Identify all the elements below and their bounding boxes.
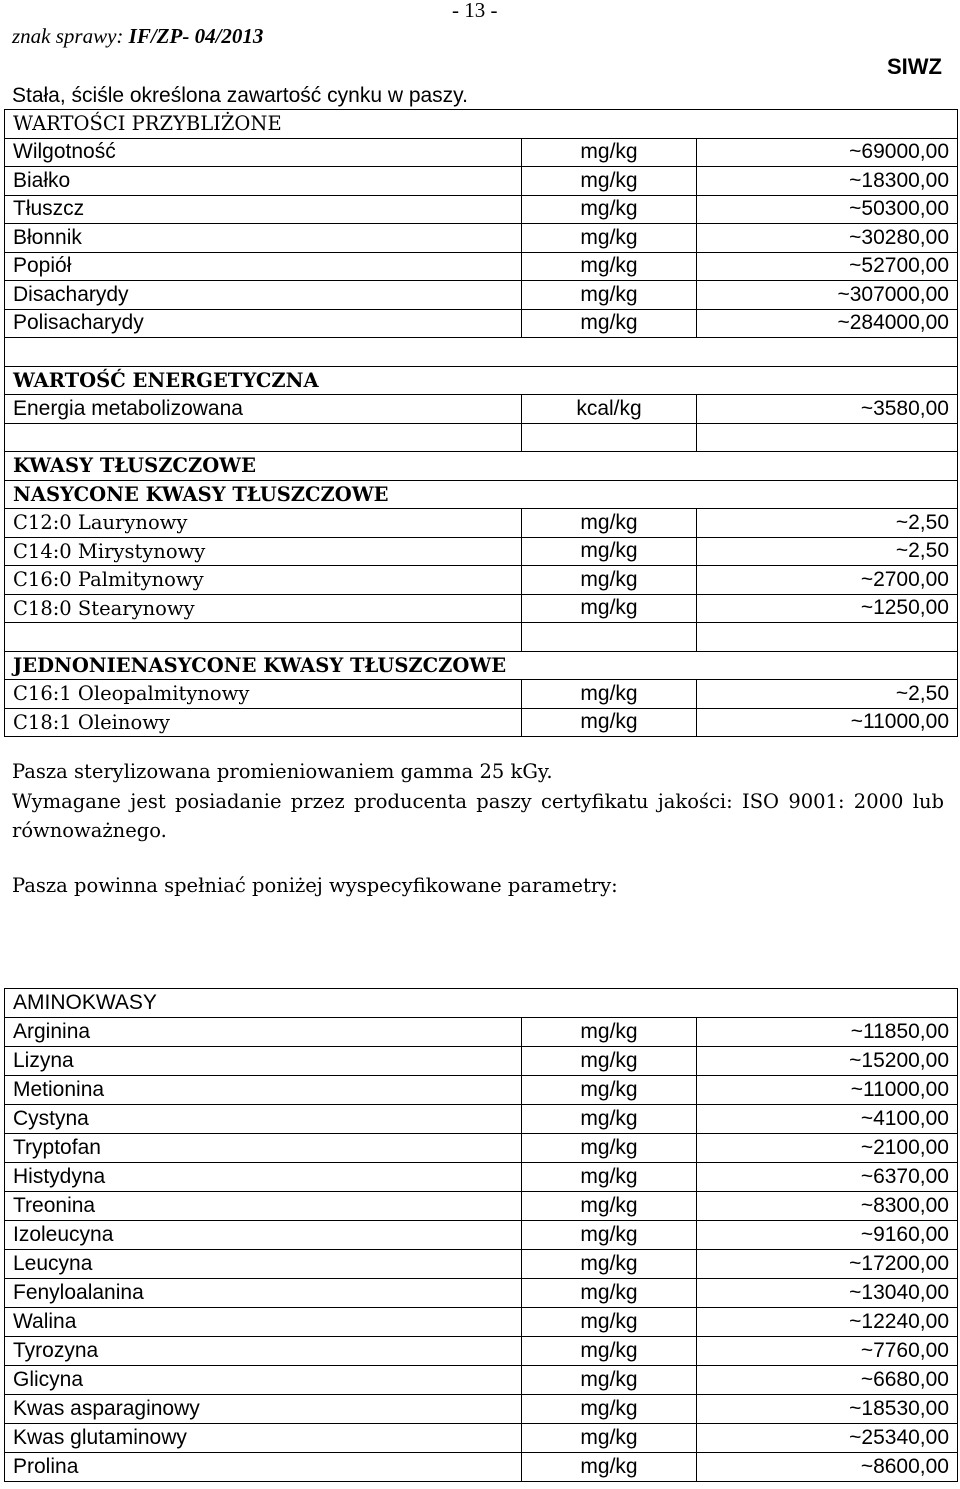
row-unit: mg/kg [522, 594, 697, 623]
empty-cell [522, 623, 697, 652]
spacer-row [5, 338, 958, 367]
row-name: C14:0 Mirystynowy [5, 537, 522, 566]
row-unit: mg/kg [522, 537, 697, 566]
table-row [5, 566, 958, 595]
row-unit: mg/kg [522, 309, 697, 338]
row-name: C18:0 Stearynowy [5, 594, 522, 623]
table-section-header [5, 110, 958, 139]
table-row [5, 395, 958, 424]
row-unit: mg/kg [522, 1221, 697, 1250]
row-name: Disacharydy [5, 281, 522, 310]
table-row [5, 224, 958, 253]
row-unit: mg/kg [522, 1047, 697, 1076]
row-unit: mg/kg [522, 252, 697, 281]
document-type: SIWZ [887, 54, 942, 79]
row-name: Cystyna [5, 1105, 522, 1134]
row-name: Walina [5, 1308, 522, 1337]
row-name: Metionina [5, 1076, 522, 1105]
row-value: ~11000,00 [697, 708, 958, 737]
row-name: Prolina [5, 1453, 522, 1482]
page-number: - 13 - [452, 0, 498, 22]
row-value: ~12240,00 [697, 1308, 958, 1337]
row-value: ~8600,00 [697, 1453, 958, 1482]
row-unit: mg/kg [522, 1192, 697, 1221]
table-row [5, 1105, 958, 1134]
table-row [5, 1134, 958, 1163]
row-unit: mg/kg [522, 281, 697, 310]
table-row [5, 1047, 958, 1076]
row-name: Białko [5, 167, 522, 196]
row-unit: mg/kg [522, 167, 697, 196]
zinc-content-note: Stała, ściśle określona zawartość cynku w paszy. [12, 84, 468, 107]
row-unit: mg/kg [522, 708, 697, 737]
nutrition-table [4, 109, 958, 737]
table-row [5, 138, 958, 167]
row-value: ~18300,00 [697, 167, 958, 196]
row-unit: mg/kg [522, 224, 697, 253]
table-section-header [5, 366, 958, 395]
row-unit: mg/kg [522, 1308, 697, 1337]
table-section-header [5, 452, 958, 481]
row-value: ~15200,00 [697, 1047, 958, 1076]
row-name: Glicyna [5, 1366, 522, 1395]
saturated-heading: NASYCONE KWASY TŁUSZCZOWE [5, 480, 958, 509]
row-unit: mg/kg [522, 1105, 697, 1134]
amino-acids-heading: AMINOKWASY [5, 989, 958, 1018]
row-value: ~2,50 [697, 680, 958, 709]
row-name: Tryptofan [5, 1134, 522, 1163]
row-value: ~50300,00 [697, 195, 958, 224]
row-unit: mg/kg [522, 195, 697, 224]
row-unit: mg/kg [522, 138, 697, 167]
table-row [5, 1395, 958, 1424]
row-name: Fenyloalanina [5, 1279, 522, 1308]
row-unit: mg/kg [522, 1134, 697, 1163]
spacer-row [5, 423, 958, 452]
table-row [5, 594, 958, 623]
certificate-note: Wymagane jest posiadanie przez producenta paszy certyfikatu jakości: ISO 9001: 2000 lub równoważnego. [12, 790, 944, 842]
spacer-row [5, 623, 958, 652]
row-name: C16:1 Oleopalmitynowy [5, 680, 522, 709]
table-row [5, 1279, 958, 1308]
row-unit: kcal/kg [522, 395, 697, 424]
table-row [5, 1424, 958, 1453]
row-name: Lizyna [5, 1047, 522, 1076]
row-name: Błonnik [5, 224, 522, 253]
table-row [5, 1221, 958, 1250]
row-name: Tłuszcz [5, 195, 522, 224]
row-value: ~4100,00 [697, 1105, 958, 1134]
row-name: Kwas asparaginowy [5, 1395, 522, 1424]
row-name: Arginina [5, 1018, 522, 1047]
row-value: ~9160,00 [697, 1221, 958, 1250]
row-name: Kwas glutaminowy [5, 1424, 522, 1453]
row-value: ~69000,00 [697, 138, 958, 167]
table-row [5, 708, 958, 737]
table-row [5, 537, 958, 566]
approx-heading: WARTOŚCI PRZYBLIŻONE [5, 110, 958, 139]
table-row [5, 252, 958, 281]
row-name: C16:0 Palmitynowy [5, 566, 522, 595]
row-name: Treonina [5, 1192, 522, 1221]
row-unit: mg/kg [522, 1076, 697, 1105]
row-value: ~17200,00 [697, 1250, 958, 1279]
table-row [5, 1308, 958, 1337]
parameters-note: Pasza powinna spełniać poniżej wyspecyfikowane parametry: [12, 874, 618, 897]
row-name: Histydyna [5, 1163, 522, 1192]
row-unit: mg/kg [522, 566, 697, 595]
table-section-header [5, 480, 958, 509]
empty-cell [5, 423, 522, 452]
row-name: Energia metabolizowana [5, 395, 522, 424]
row-unit: mg/kg [522, 509, 697, 538]
case-number: IF/ZP- 04/2013 [128, 24, 264, 48]
row-value: ~6680,00 [697, 1366, 958, 1395]
row-name: C12:0 Laurynowy [5, 509, 522, 538]
row-value: ~284000,00 [697, 309, 958, 338]
row-value: ~25340,00 [697, 1424, 958, 1453]
row-value: ~13040,00 [697, 1279, 958, 1308]
row-value: ~2700,00 [697, 566, 958, 595]
row-name: Polisacharydy [5, 309, 522, 338]
row-value: ~11000,00 [697, 1076, 958, 1105]
row-unit: mg/kg [522, 680, 697, 709]
row-unit: mg/kg [522, 1337, 697, 1366]
table-row [5, 1163, 958, 1192]
table-row [5, 195, 958, 224]
table-row [5, 1076, 958, 1105]
row-value: ~18530,00 [697, 1395, 958, 1424]
row-value: ~8300,00 [697, 1192, 958, 1221]
row-value: ~7760,00 [697, 1337, 958, 1366]
table-row [5, 680, 958, 709]
table-section-header [5, 651, 958, 680]
table-row [5, 309, 958, 338]
case-label: znak sprawy: [12, 24, 129, 48]
table-row [5, 1366, 958, 1395]
empty-cell [5, 623, 522, 652]
row-unit: mg/kg [522, 1366, 697, 1395]
monounsaturated-heading: JEDNONIENASYCONE KWASY TŁUSZCZOWE [5, 651, 958, 680]
sterilization-note: Pasza sterylizowana promieniowaniem gamma 25 kGy. [12, 760, 553, 783]
row-value: ~1250,00 [697, 594, 958, 623]
row-value: ~6370,00 [697, 1163, 958, 1192]
row-unit: mg/kg [522, 1018, 697, 1047]
row-unit: mg/kg [522, 1279, 697, 1308]
case-reference [12, 24, 263, 49]
row-value: ~30280,00 [697, 224, 958, 253]
table-row [5, 1453, 958, 1482]
row-value: ~2,50 [697, 537, 958, 566]
fatty-acids-heading: KWASY TŁUSZCZOWE [5, 452, 958, 481]
row-value: ~11850,00 [697, 1018, 958, 1047]
row-unit: mg/kg [522, 1453, 697, 1482]
row-value: ~52700,00 [697, 252, 958, 281]
table-row [5, 1192, 958, 1221]
table-section-header [5, 989, 958, 1018]
row-unit: mg/kg [522, 1395, 697, 1424]
row-name: C18:1 Oleinowy [5, 708, 522, 737]
table-row [5, 1250, 958, 1279]
table-row [5, 1337, 958, 1366]
row-value: ~3580,00 [697, 395, 958, 424]
row-unit: mg/kg [522, 1424, 697, 1453]
table-row [5, 1018, 958, 1047]
row-value: ~307000,00 [697, 281, 958, 310]
row-value: ~2,50 [697, 509, 958, 538]
amino-acids-table [4, 988, 958, 1482]
row-unit: mg/kg [522, 1163, 697, 1192]
table-row [5, 167, 958, 196]
row-value: ~2100,00 [697, 1134, 958, 1163]
empty-cell [5, 338, 958, 367]
empty-cell [697, 423, 958, 452]
row-name: Wilgotność [5, 138, 522, 167]
row-name: Tyrozyna [5, 1337, 522, 1366]
row-name: Leucyna [5, 1250, 522, 1279]
table-row [5, 281, 958, 310]
energy-heading: WARTOŚĆ ENERGETYCZNA [5, 366, 958, 395]
row-unit: mg/kg [522, 1250, 697, 1279]
empty-cell [522, 423, 697, 452]
table-row [5, 509, 958, 538]
empty-cell [697, 623, 958, 652]
row-name: Izoleucyna [5, 1221, 522, 1250]
row-name: Popiół [5, 252, 522, 281]
